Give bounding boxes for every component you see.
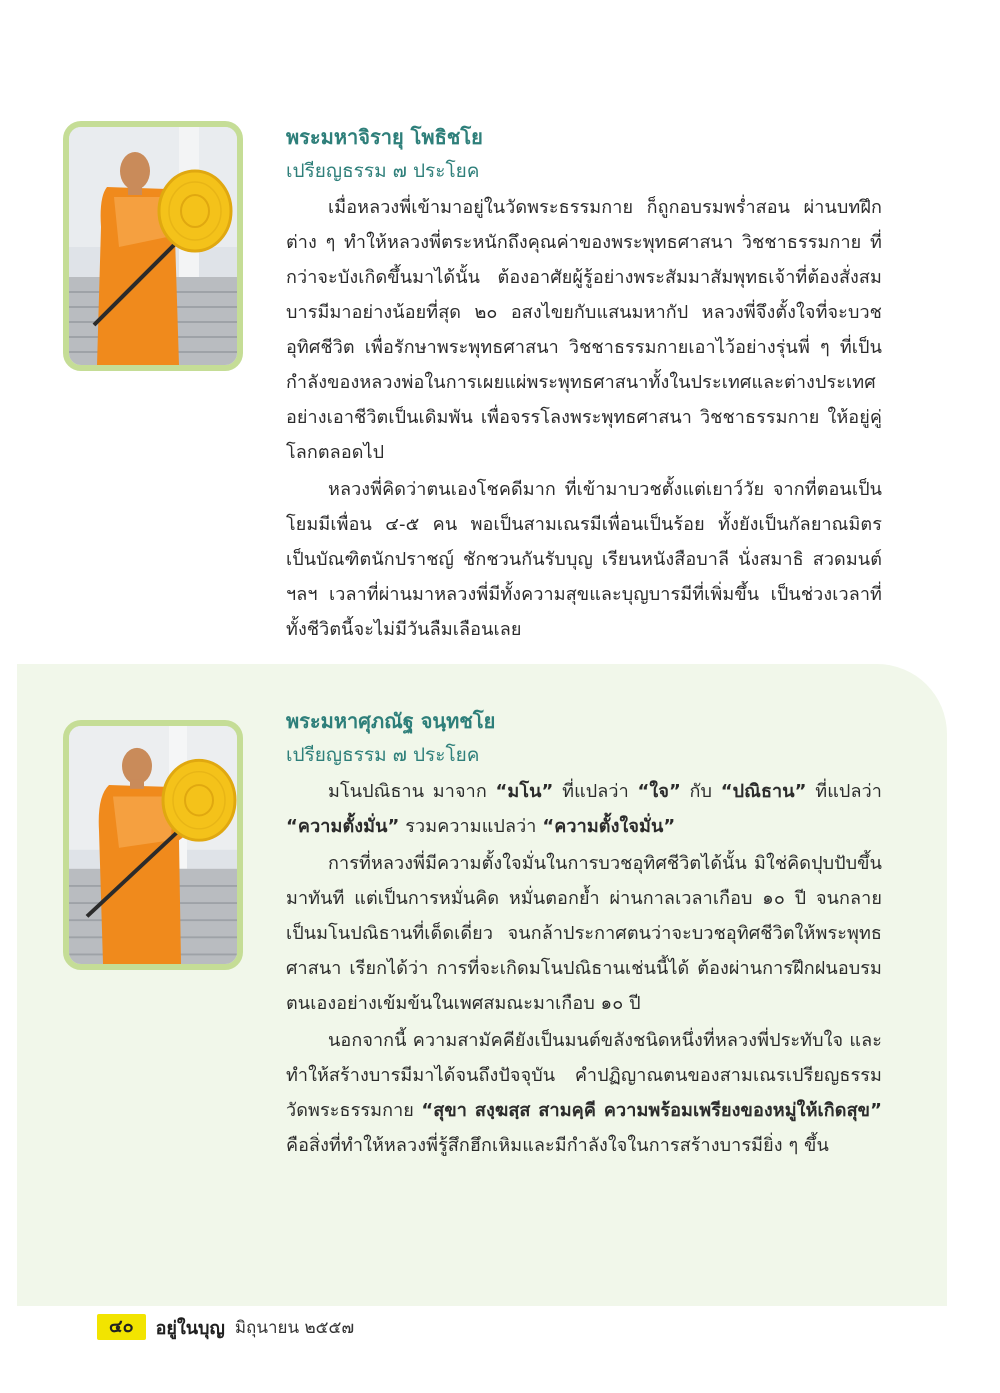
magazine-title: อยู่ในบุญ	[155, 1317, 225, 1339]
monk-name: พระมหาศุภณัฐ จนฺทชโย	[286, 709, 496, 733]
paragraph	[286, 472, 882, 647]
bold-text: “ความตั้งมั่น”	[286, 816, 400, 837]
paragraph	[286, 190, 882, 470]
text-run: รวมความแปลว่า	[399, 816, 543, 837]
text-run: ที่แปลว่า	[806, 781, 882, 802]
article-1	[286, 120, 882, 647]
text-run: มโนปณิธาน มาจาก	[328, 781, 496, 802]
article-body	[286, 190, 882, 647]
bold-text: “มโน”	[495, 781, 554, 802]
monk-degree: เปรียญธรรม ๗ ประโยค	[286, 160, 480, 182]
bold-text: “ความตั้งใจมั่น”	[542, 816, 676, 837]
text-run: หลวงพี่คิดว่าตนเองโชคดีมาก ที่เข้ามาบวชตั้งแต่เยาว์วัย จากที่ตอนเป็นโยมมีเพื่อน ๔-๕ คน พอเป็นสามเณรมีเพื่อนเป็นร้อย ทั้งยังเป็นกัลยาณมิตร เป็นบัณฑิตนักปราชญ์ ชักชวนกันรับบุญ เรียนหนังสือบาลี นั่งสมาธิ สวดมนต์ ฯลฯ เวลาที่ผ่านมาหลวงพี่มีทั้งความสุขและบุญบารมีที่เพิ่มขึ้น เป็นช่วงเวลาที่ทั้งชีวิตนี้จะไม่มีวันลืมเลือนเลย	[286, 479, 882, 640]
page-footer	[97, 1314, 354, 1340]
monk-illustration-1	[69, 127, 237, 365]
monk-photo-1	[63, 121, 243, 371]
text-run: นอกจากนี้ ความสามัคคียังเป็นมนต์ขลังชนิดหนึ่งที่หลวงพี่ประทับใจ และทำให้สร้างบารมีมาได้จนถึงปัจจุบัน คำปฏิญาณตนของสามเณรเปรียญธรรมวัดพระธรรมกาย	[286, 1030, 882, 1121]
monk-name: พระมหาจิรายุ โพธิชโย	[286, 125, 483, 149]
bold-text: “ใจ”	[637, 781, 681, 802]
monk-photo-2	[63, 720, 243, 970]
bold-text: “สุขา สงฺฆสฺส สามคฺคี ความพร้อมเพรียงของหมู่ให้เกิดสุข”	[421, 1100, 882, 1121]
text-run: ที่แปลว่า	[553, 781, 638, 802]
article-body	[286, 774, 882, 1163]
article-2	[286, 704, 882, 1163]
text-run: คือสิ่งที่ทำให้หลวงพี่รู้สึกฮึกเหิมและมีกำลังใจในการสร้างบารมียิ่ง ๆ ขึ้น	[286, 1135, 829, 1156]
paragraph	[286, 846, 882, 1021]
issue-date: มิถุนายน ๒๕๕๗	[234, 1317, 355, 1338]
page-number: ๔๐	[97, 1314, 146, 1340]
monk-degree: เปรียญธรรม ๗ ประโยค	[286, 744, 480, 766]
paragraph	[286, 774, 882, 844]
monk-illustration-2	[69, 726, 237, 964]
text-run: การที่หลวงพี่มีความตั้งใจมั่นในการบวชอุทิศชีวิตได้นั้น มิใช่คิดปุบปับขึ้นมาทันที แต่เป็นการหมั่นคิด หมั่นตอกย้ำ ผ่านกาลเวลาเกือบ ๑๐ ปี จนกลายเป็นมโนปณิธานที่เด็ดเดี่ยว จนกล้าประกาศตนว่าจะบวชอุทิศชีวิตให้พระพุทธศาสนา เรียกได้ว่า การที่จะเกิดมโนปณิธานเช่นนี้ได้ ต้องผ่านการฝึกฝนอบรมตนเองอย่างเข้มข้นในเพศสมณะมาเกือบ ๑๐ ปี	[286, 853, 882, 1014]
paragraph	[286, 1023, 882, 1163]
bold-text: “ปณิธาน”	[720, 781, 807, 802]
text-run: เมื่อหลวงพี่เข้ามาอยู่ในวัดพระธรรมกาย ก็ถูกอบรมพร่ำสอน ผ่านบทฝึกต่าง ๆ ทำให้หลวงพี่ตระหนักถึงคุณค่าของพระพุทธศาสนา วิชชาธรรมกาย ที่กว่าจะบังเกิดขึ้นมาได้นั้น ต้องอาศัยผู้รู้อย่างพระสัมมาสัมพุทธเจ้าที่ต้องสั่งสมบารมีมาอย่างน้อยที่สุด ๒๐ อสงไขยกับแสนมหากัป หลวงพี่จึงตั้งใจที่จะบวชอุทิศชีวิต เพื่อรักษาพระพุทธศาสนา วิชชาธรรมกายเอาไว้อย่างรุ่นพี่ ๆ ที่เป็นกำลังของหลวงพ่อในการเผยแผ่พระพุทธศาสนาทั้งในประเทศและต่างประเทศอย่างเอาชีวิตเป็นเดิมพัน เพื่อจรรโลงพระพุทธศาสนา วิชชาธรรมกาย ให้อยู่คู่โลกตลอดไป	[286, 197, 882, 463]
text-run: กับ	[680, 781, 721, 802]
